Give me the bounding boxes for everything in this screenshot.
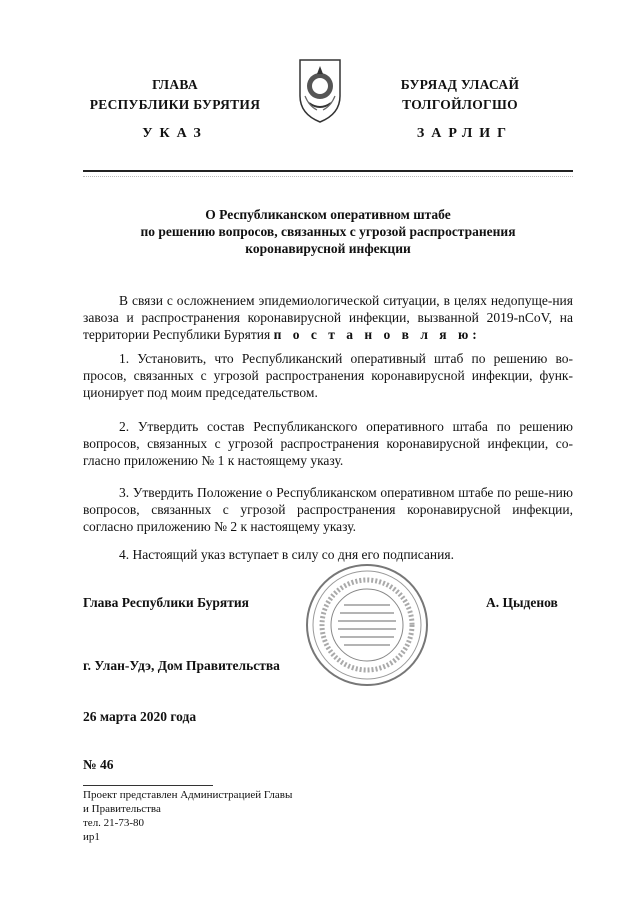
footer-note [83, 788, 292, 844]
coat-of-arms-icon [295, 56, 345, 124]
header-left-line1: ГЛАВА [152, 77, 198, 92]
title-line2: по решению вопросов, связанных с угрозой распространения [140, 224, 516, 239]
issue-date: 26 марта 2020 года [83, 709, 197, 724]
signatory-name: А. Цыденов [486, 595, 558, 610]
header-divider [83, 170, 573, 172]
decree-formula: п о с т а н о в л я ю: [273, 327, 481, 342]
issue-place: г. Улан-Удэ, Дом Правительства [83, 658, 280, 673]
title-line3: коронавирусной инфекции [245, 241, 411, 256]
header-right-title [370, 75, 550, 115]
decree-label-bur: ЗАРЛИГ [416, 126, 514, 141]
header-right-line1: БУРЯАД УЛАСАЙ [400, 77, 520, 92]
header-dotted-line [83, 176, 573, 178]
signatory-position: Глава Республики Бурятия [83, 595, 249, 610]
footer-divider [83, 785, 213, 786]
official-seal-icon [302, 561, 432, 689]
footer-line4: ир1 [83, 831, 100, 843]
decree-label-ru: УКАЗ [142, 126, 208, 141]
header-right-line2: ТОЛГОЙЛОГШО [402, 97, 518, 112]
document-title [83, 206, 573, 257]
item-1-text: 1. Установить, что Республиканский оперативный штаб по решению во-просов, связанных с угрозой распространения коронавирусной инфекции, функ-ционирует под моим председательством. [83, 351, 573, 400]
decree-number: № 46 [83, 757, 114, 772]
item-1-paragraph [83, 350, 573, 401]
item-4-text: 4. Настоящий указ вступает в силу со дня его подписания. [119, 547, 454, 562]
footer-line3: тел. 21-73-80 [83, 817, 145, 829]
item-3-paragraph [83, 484, 573, 535]
header-left-line2: РЕСПУБЛИКИ БУРЯТИЯ [89, 97, 261, 112]
footer-line2: и Правительства [83, 803, 161, 815]
title-line1: О Республиканском оперативном штабе [205, 207, 451, 222]
header-left-title [70, 75, 280, 115]
item-2-text: 2. Утвердить состав Республиканского оперативного штаба по решению вопросов, связанных с угрозой распространения коронавирусной инфекции, со-гласно приложению № 1 к настоящему указу. [83, 419, 573, 468]
item-3-text: 3. Утвердить Положение о Республиканском оперативном штабе по реше-нию вопросов, связанных с угрозой распространения коронавирусной инфекции, согласно приложению № 2 к настоящему указу. [83, 485, 573, 534]
preamble-paragraph [83, 292, 573, 343]
preamble-text: В связи с осложнением эпидемиологической ситуации, в целях недопуще-ния завоза и распространения коронавирусной инфекции, вызванной 2019-nCoV, на территории Республики Бурятия [83, 293, 573, 342]
item-2-paragraph [83, 418, 573, 469]
footer-line1: Проект представлен Администрацией Главы [83, 789, 293, 801]
